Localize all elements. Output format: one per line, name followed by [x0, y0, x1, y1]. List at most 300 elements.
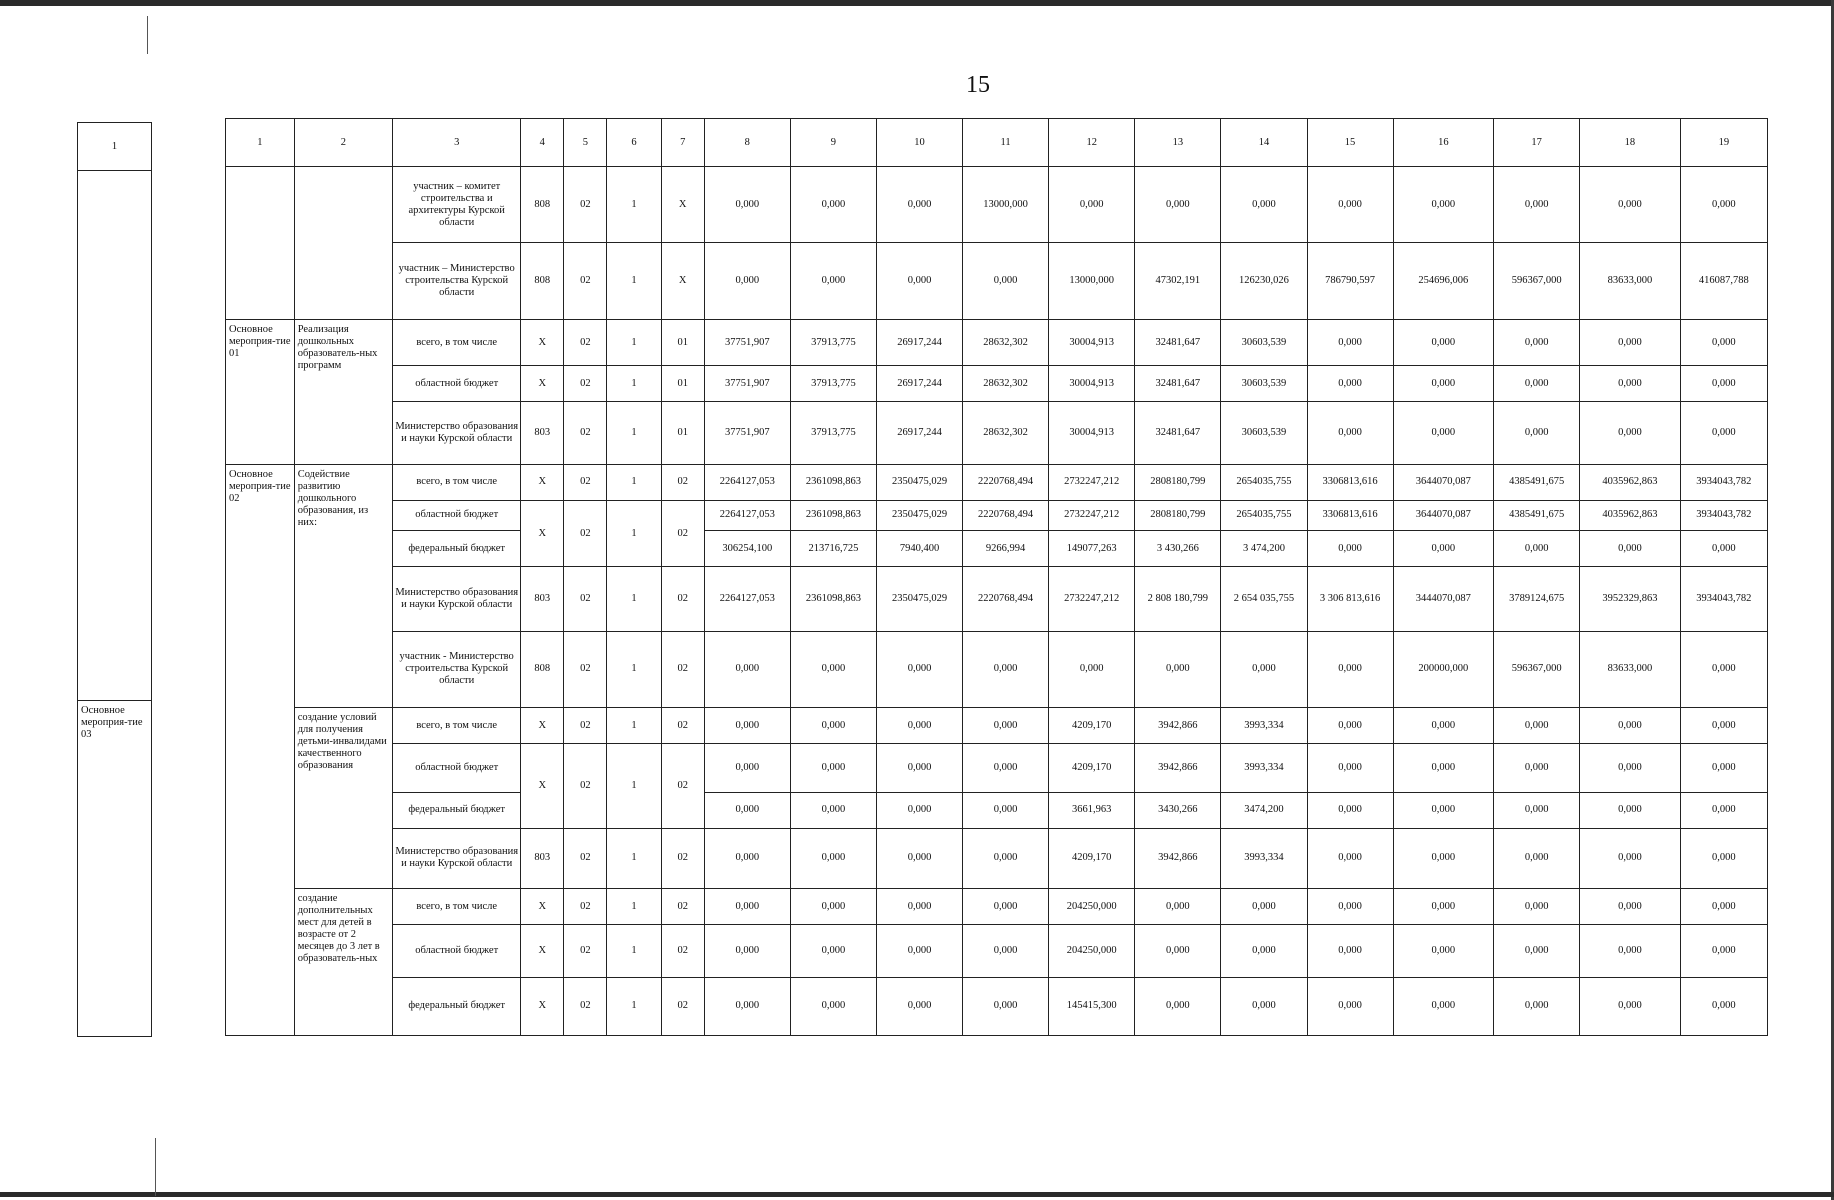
code-c4: 803: [521, 402, 564, 464]
value-col-12: 4209,170: [1049, 828, 1135, 888]
value-col-13: 3942,866: [1135, 708, 1221, 744]
left-op03-cell: Основное мероприя-тие 03: [78, 701, 152, 1037]
value-col-13: 2 808 180,799: [1135, 567, 1221, 631]
value-col-11: 0,000: [963, 977, 1049, 1035]
value-col-18: 0,000: [1580, 744, 1680, 792]
code-c7: 02: [661, 744, 704, 828]
value-col-17: 0,000: [1494, 708, 1580, 744]
value-col-8: 37751,907: [704, 402, 790, 464]
table-row: [226, 828, 1768, 888]
table-row: [226, 319, 1768, 365]
scan-mark-top: [147, 16, 148, 54]
code-c7: 02: [661, 708, 704, 744]
value-col-17: 0,000: [1494, 366, 1580, 402]
value-col-19: 0,000: [1680, 708, 1767, 744]
value-col-17: 0,000: [1494, 531, 1580, 567]
value-col-18: 0,000: [1580, 925, 1680, 977]
value-col-12: 0,000: [1049, 631, 1135, 707]
value-col-15: 3306813,616: [1307, 464, 1393, 500]
value-col-19: 3934043,782: [1680, 500, 1767, 530]
value-col-18: 0,000: [1580, 531, 1680, 567]
value-col-8: 0,000: [704, 243, 790, 319]
value-col-16: 0,000: [1393, 889, 1493, 925]
table-row: [226, 708, 1768, 744]
column-header-16: 16: [1393, 119, 1493, 167]
value-col-10: 26917,244: [876, 402, 962, 464]
value-col-12: 204250,000: [1049, 889, 1135, 925]
c1-op02: Основное мероприя-тие 02: [226, 464, 295, 1035]
column-header-19: 19: [1680, 119, 1767, 167]
value-col-8: 0,000: [704, 744, 790, 792]
value-col-15: 0,000: [1307, 792, 1393, 828]
value-col-16: 0,000: [1393, 925, 1493, 977]
code-c7: 02: [661, 925, 704, 977]
code-c7: 02: [661, 828, 704, 888]
value-col-8: 0,000: [704, 631, 790, 707]
row-label: федеральный бюджет: [393, 977, 521, 1035]
value-col-11: 0,000: [963, 243, 1049, 319]
code-c5: 02: [564, 402, 607, 464]
column-header-17: 17: [1494, 119, 1580, 167]
value-col-16: 254696,006: [1393, 243, 1493, 319]
value-col-18: 0,000: [1580, 402, 1680, 464]
value-col-11: 13000,000: [963, 167, 1049, 243]
code-c4: 808: [521, 167, 564, 243]
value-col-19: 3934043,782: [1680, 464, 1767, 500]
value-col-9: 0,000: [790, 792, 876, 828]
code-c6: 1: [607, 243, 661, 319]
c1-op01: Основное мероприя-тие 01: [226, 319, 295, 464]
value-col-15: 0,000: [1307, 319, 1393, 365]
value-col-16: 0,000: [1393, 792, 1493, 828]
value-col-10: 26917,244: [876, 319, 962, 365]
value-col-15: 786790,597: [1307, 243, 1393, 319]
code-c7: 01: [661, 366, 704, 402]
value-col-13: 0,000: [1135, 167, 1221, 243]
value-col-9: 213716,725: [790, 531, 876, 567]
value-col-8: 0,000: [704, 167, 790, 243]
code-c6: 1: [607, 500, 661, 566]
value-col-11: 28632,302: [963, 402, 1049, 464]
code-c4: 808: [521, 243, 564, 319]
value-col-15: 3306813,616: [1307, 500, 1393, 530]
row-label: областной бюджет: [393, 366, 521, 402]
value-col-17: 0,000: [1494, 925, 1580, 977]
row-label: областной бюджет: [393, 744, 521, 792]
value-col-13: 32481,647: [1135, 366, 1221, 402]
code-c6: 1: [607, 889, 661, 925]
value-col-16: 3644070,087: [1393, 464, 1493, 500]
value-col-12: 2732247,212: [1049, 567, 1135, 631]
code-c6: 1: [607, 402, 661, 464]
row-label: областной бюджет: [393, 925, 521, 977]
value-col-16: 3644070,087: [1393, 500, 1493, 530]
value-col-12: 30004,913: [1049, 402, 1135, 464]
value-col-8: 2264127,053: [704, 500, 790, 530]
value-col-18: 0,000: [1580, 708, 1680, 744]
value-col-9: 37913,775: [790, 402, 876, 464]
value-col-19: 0,000: [1680, 366, 1767, 402]
code-c4: 803: [521, 567, 564, 631]
value-col-10: 0,000: [876, 925, 962, 977]
column-header-13: 13: [1135, 119, 1221, 167]
column-header-1: 1: [226, 119, 295, 167]
value-col-10: 0,000: [876, 708, 962, 744]
column-header-4: 4: [521, 119, 564, 167]
value-col-12: 149077,263: [1049, 531, 1135, 567]
value-col-19: 0,000: [1680, 925, 1767, 977]
value-col-15: 0,000: [1307, 744, 1393, 792]
value-col-16: 0,000: [1393, 366, 1493, 402]
value-col-19: 3934043,782: [1680, 567, 1767, 631]
value-col-9: 0,000: [790, 744, 876, 792]
value-col-11: 0,000: [963, 744, 1049, 792]
value-col-8: 306254,100: [704, 531, 790, 567]
value-col-9: 0,000: [790, 925, 876, 977]
code-c7: 02: [661, 500, 704, 566]
value-col-16: 0,000: [1393, 977, 1493, 1035]
value-col-14: 30603,539: [1221, 319, 1307, 365]
column-header-15: 15: [1307, 119, 1393, 167]
value-col-12: 30004,913: [1049, 366, 1135, 402]
value-col-10: 0,000: [876, 243, 962, 319]
column-header-14: 14: [1221, 119, 1307, 167]
value-col-18: 83633,000: [1580, 631, 1680, 707]
table-row: [226, 531, 1768, 567]
value-col-8: 0,000: [704, 889, 790, 925]
code-c7: 02: [661, 977, 704, 1035]
code-c6: 1: [607, 567, 661, 631]
c2-sub1: создание условий для получения детьми-инвалидами качественного образования: [294, 708, 392, 889]
c1-empty: [226, 167, 295, 320]
row-label: федеральный бюджет: [393, 792, 521, 828]
value-col-12: 2732247,212: [1049, 464, 1135, 500]
value-col-12: 204250,000: [1049, 925, 1135, 977]
code-c6: 1: [607, 631, 661, 707]
value-col-19: 0,000: [1680, 402, 1767, 464]
value-col-11: 28632,302: [963, 319, 1049, 365]
table-row: [226, 792, 1768, 828]
left-continuation-table: [77, 122, 152, 1037]
code-c4: X: [521, 366, 564, 402]
value-col-13: 3430,266: [1135, 792, 1221, 828]
value-col-11: 0,000: [963, 708, 1049, 744]
column-header-8: 8: [704, 119, 790, 167]
value-col-17: 0,000: [1494, 167, 1580, 243]
code-c5: 02: [564, 977, 607, 1035]
value-col-10: 0,000: [876, 977, 962, 1035]
value-col-10: 0,000: [876, 631, 962, 707]
value-col-9: 37913,775: [790, 366, 876, 402]
column-header-2: 2: [294, 119, 392, 167]
code-c5: 02: [564, 567, 607, 631]
value-col-19: 0,000: [1680, 792, 1767, 828]
value-col-13: 3942,866: [1135, 744, 1221, 792]
table-row: [226, 500, 1768, 530]
code-c7: X: [661, 167, 704, 243]
value-col-16: 0,000: [1393, 828, 1493, 888]
row-label: всего, в том числе: [393, 464, 521, 500]
value-col-11: 0,000: [963, 792, 1049, 828]
c2-op01: Реализация дошкольных образователь-ных программ: [294, 319, 392, 464]
value-col-12: 145415,300: [1049, 977, 1135, 1035]
value-col-18: 4035962,863: [1580, 464, 1680, 500]
value-col-12: 4209,170: [1049, 708, 1135, 744]
value-col-18: 0,000: [1580, 977, 1680, 1035]
code-c5: 02: [564, 500, 607, 566]
value-col-14: 0,000: [1221, 167, 1307, 243]
c2-empty: [294, 167, 392, 320]
value-col-11: 0,000: [963, 631, 1049, 707]
value-col-16: 0,000: [1393, 531, 1493, 567]
code-c5: 02: [564, 631, 607, 707]
code-c7: 02: [661, 631, 704, 707]
value-col-14: 30603,539: [1221, 366, 1307, 402]
row-label: Министерство образования и науки Курской области: [393, 828, 521, 888]
code-c6: 1: [607, 828, 661, 888]
value-col-14: 0,000: [1221, 631, 1307, 707]
value-col-10: 7940,400: [876, 531, 962, 567]
value-col-13: 3942,866: [1135, 828, 1221, 888]
code-c4: 808: [521, 631, 564, 707]
value-col-8: 0,000: [704, 977, 790, 1035]
left-header-cell: 1: [78, 123, 152, 171]
code-c5: 02: [564, 889, 607, 925]
value-col-9: 0,000: [790, 631, 876, 707]
value-col-16: 3444070,087: [1393, 567, 1493, 631]
code-c5: 02: [564, 925, 607, 977]
value-col-10: 2350475,029: [876, 464, 962, 500]
value-col-14: 3 474,200: [1221, 531, 1307, 567]
value-col-11: 2220768,494: [963, 500, 1049, 530]
code-c4: X: [521, 319, 564, 365]
value-col-10: 0,000: [876, 167, 962, 243]
value-col-18: 0,000: [1580, 366, 1680, 402]
scan-mark-bottom: [155, 1138, 156, 1196]
value-col-17: 0,000: [1494, 744, 1580, 792]
value-col-11: 0,000: [963, 828, 1049, 888]
left-empty-cell: [78, 171, 152, 701]
value-col-18: 0,000: [1580, 792, 1680, 828]
c2-op02: Содействие развитию дошкольного образования, из них:: [294, 464, 392, 707]
code-c6: 1: [607, 366, 661, 402]
value-col-13: 0,000: [1135, 889, 1221, 925]
value-col-8: 0,000: [704, 708, 790, 744]
table-row: [226, 464, 1768, 500]
column-header-10: 10: [876, 119, 962, 167]
value-col-13: 32481,647: [1135, 319, 1221, 365]
row-label: участник – комитет строительства и архитектуры Курской области: [393, 167, 521, 243]
value-col-10: 0,000: [876, 792, 962, 828]
value-col-14: 3993,334: [1221, 828, 1307, 888]
column-header-9: 9: [790, 119, 876, 167]
value-col-13: 0,000: [1135, 977, 1221, 1035]
value-col-10: 2350475,029: [876, 567, 962, 631]
value-col-13: 2808180,799: [1135, 464, 1221, 500]
value-col-11: 28632,302: [963, 366, 1049, 402]
value-col-8: 0,000: [704, 792, 790, 828]
code-c5: 02: [564, 708, 607, 744]
code-c5: 02: [564, 744, 607, 828]
code-c4: X: [521, 708, 564, 744]
column-header-7: 7: [661, 119, 704, 167]
value-col-15: 0,000: [1307, 925, 1393, 977]
code-c6: 1: [607, 464, 661, 500]
column-header-5: 5: [564, 119, 607, 167]
value-col-10: 26917,244: [876, 366, 962, 402]
value-col-15: 0,000: [1307, 366, 1393, 402]
value-col-9: 2361098,863: [790, 464, 876, 500]
value-col-17: 0,000: [1494, 402, 1580, 464]
value-col-13: 32481,647: [1135, 402, 1221, 464]
code-c5: 02: [564, 464, 607, 500]
code-c7: 01: [661, 319, 704, 365]
value-col-14: 2654035,755: [1221, 464, 1307, 500]
value-col-11: 0,000: [963, 925, 1049, 977]
value-col-8: 0,000: [704, 828, 790, 888]
budget-table: [225, 118, 1768, 1036]
value-col-17: 0,000: [1494, 828, 1580, 888]
value-col-9: 0,000: [790, 889, 876, 925]
value-col-18: 0,000: [1580, 319, 1680, 365]
value-col-9: 0,000: [790, 828, 876, 888]
column-header-12: 12: [1049, 119, 1135, 167]
value-col-19: 0,000: [1680, 977, 1767, 1035]
value-col-13: 0,000: [1135, 631, 1221, 707]
value-col-15: 0,000: [1307, 402, 1393, 464]
value-col-8: 2264127,053: [704, 567, 790, 631]
value-col-8: 37751,907: [704, 366, 790, 402]
value-col-17: 3789124,675: [1494, 567, 1580, 631]
row-label: всего, в том числе: [393, 708, 521, 744]
value-col-19: 0,000: [1680, 744, 1767, 792]
column-header-3: 3: [393, 119, 521, 167]
value-col-17: 4385491,675: [1494, 500, 1580, 530]
table-row: [226, 744, 1768, 792]
value-col-16: 0,000: [1393, 402, 1493, 464]
value-col-18: 0,000: [1580, 167, 1680, 243]
value-col-17: 596367,000: [1494, 243, 1580, 319]
value-col-18: 83633,000: [1580, 243, 1680, 319]
value-col-19: 0,000: [1680, 167, 1767, 243]
value-col-15: 0,000: [1307, 828, 1393, 888]
value-col-14: 0,000: [1221, 977, 1307, 1035]
value-col-12: 30004,913: [1049, 319, 1135, 365]
value-col-12: 3661,963: [1049, 792, 1135, 828]
value-col-9: 0,000: [790, 977, 876, 1035]
code-c5: 02: [564, 366, 607, 402]
value-col-9: 0,000: [790, 708, 876, 744]
table-row: [226, 567, 1768, 631]
value-col-19: 0,000: [1680, 828, 1767, 888]
row-label: всего, в том числе: [393, 319, 521, 365]
value-col-18: 3952329,863: [1580, 567, 1680, 631]
code-c4: X: [521, 889, 564, 925]
scan-top-edge: [0, 0, 1834, 6]
table-row: [226, 167, 1768, 243]
value-col-14: 0,000: [1221, 889, 1307, 925]
value-col-11: 2220768,494: [963, 464, 1049, 500]
value-col-17: 0,000: [1494, 319, 1580, 365]
code-c7: 02: [661, 567, 704, 631]
value-col-17: 0,000: [1494, 889, 1580, 925]
code-c7: 02: [661, 464, 704, 500]
value-col-11: 9266,994: [963, 531, 1049, 567]
value-col-13: 3 430,266: [1135, 531, 1221, 567]
value-col-16: 0,000: [1393, 319, 1493, 365]
code-c6: 1: [607, 925, 661, 977]
value-col-19: 0,000: [1680, 631, 1767, 707]
code-c6: 1: [607, 744, 661, 828]
value-col-19: 0,000: [1680, 889, 1767, 925]
value-col-9: 0,000: [790, 167, 876, 243]
value-col-17: 4385491,675: [1494, 464, 1580, 500]
value-col-19: 416087,788: [1680, 243, 1767, 319]
value-col-12: 2732247,212: [1049, 500, 1135, 530]
value-col-10: 0,000: [876, 889, 962, 925]
row-label: федеральный бюджет: [393, 531, 521, 567]
value-col-10: 0,000: [876, 744, 962, 792]
value-col-16: 0,000: [1393, 744, 1493, 792]
value-col-19: 0,000: [1680, 319, 1767, 365]
value-col-14: 3474,200: [1221, 792, 1307, 828]
value-col-13: 47302,191: [1135, 243, 1221, 319]
code-c5: 02: [564, 167, 607, 243]
code-c7: 02: [661, 889, 704, 925]
code-c4: 803: [521, 828, 564, 888]
value-col-16: 0,000: [1393, 167, 1493, 243]
row-label: участник - Министерство строительства Курской области: [393, 631, 521, 707]
code-c5: 02: [564, 319, 607, 365]
table-row: [226, 977, 1768, 1035]
page-number: 15: [966, 72, 990, 98]
value-col-15: 0,000: [1307, 631, 1393, 707]
code-c5: 02: [564, 243, 607, 319]
code-c5: 02: [564, 828, 607, 888]
value-col-12: 4209,170: [1049, 744, 1135, 792]
value-col-15: 0,000: [1307, 977, 1393, 1035]
code-c6: 1: [607, 708, 661, 744]
value-col-16: 0,000: [1393, 708, 1493, 744]
value-col-14: 3993,334: [1221, 708, 1307, 744]
code-c4: X: [521, 744, 564, 828]
header-row: [226, 119, 1768, 167]
value-col-14: 2654035,755: [1221, 500, 1307, 530]
value-col-14: 2 654 035,755: [1221, 567, 1307, 631]
code-c7: X: [661, 243, 704, 319]
code-c6: 1: [607, 319, 661, 365]
column-header-6: 6: [607, 119, 661, 167]
value-col-14: 0,000: [1221, 925, 1307, 977]
value-col-15: 0,000: [1307, 167, 1393, 243]
value-col-15: 0,000: [1307, 889, 1393, 925]
table-row: [226, 243, 1768, 319]
value-col-9: 2361098,863: [790, 567, 876, 631]
code-c6: 1: [607, 977, 661, 1035]
row-label: всего, в том числе: [393, 889, 521, 925]
c2-sub2: создание дополнительных мест для детей в возрасте от 2 месяцев до 3 лет в образователь-ных: [294, 889, 392, 1036]
value-col-16: 200000,000: [1393, 631, 1493, 707]
table-row: [226, 402, 1768, 464]
value-col-18: 4035962,863: [1580, 500, 1680, 530]
table-row: [226, 889, 1768, 925]
row-label: участник – Министерство строительства Курской области: [393, 243, 521, 319]
column-header-11: 11: [963, 119, 1049, 167]
value-col-17: 0,000: [1494, 977, 1580, 1035]
value-col-9: 0,000: [790, 243, 876, 319]
table-row: [226, 631, 1768, 707]
table-row: [226, 366, 1768, 402]
